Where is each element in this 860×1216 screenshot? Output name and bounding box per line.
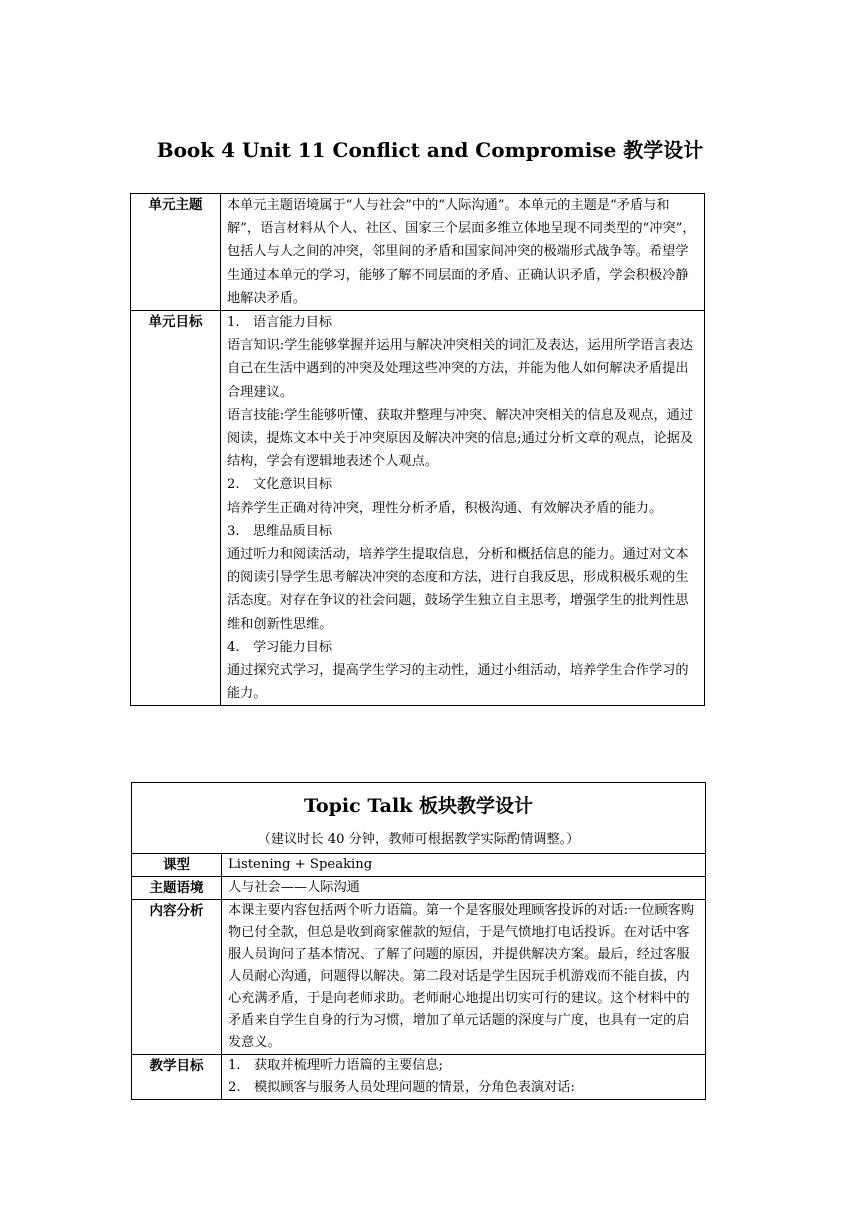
- goal-paragraph: 语言知识:学生能够掌握并运用与解决冲突相关的词汇及表达，运用所学语言表达自己在生活中遇到的冲突及处理这些冲突的方法，并能为他人如何解决矛盾提出合理建议。: [227, 338, 694, 400]
- unit-goals-cell: [221, 311, 705, 706]
- unit-overview-table: [130, 193, 705, 706]
- goal-heading: 1. 语言能力目标: [227, 315, 333, 331]
- topic-header-cell: [132, 783, 706, 854]
- table-row: [132, 783, 706, 854]
- unit-theme-text: 本单元主题语境属于“人与社会”中的“人际沟通”。本单元的主题是“矛盾与和解”，语言材料从个人、社区、国家三个层面多维立体地呈现不同类型的“冲突”，包括人与人之间的冲突，邻里间的矛盾和国家间冲突的极端形式战争等。希望学生通过本单元的学习，能够了解不同层面的矛盾、正确认识矛盾，学会积极冷静地解决矛盾。: [221, 194, 705, 311]
- document-title: Book 4 Unit 11 Conflict and Compromise 教学设计: [156, 138, 704, 162]
- goal-paragraph: 通过听力和阅读活动，培养学生提取信息，分析和概括信息的能力。通过对文本的阅读引导学生思考解决冲突的态度和方法，进行自我反思，形成积极乐观的生活态度。对存在争议的社会问题，鼓场学生独立自主思考，增强学生的批判性思维和创新性思维。: [227, 547, 689, 632]
- table-row: [132, 877, 706, 900]
- goal-paragraph: 培养学生正确对待冲突，理性分析矛盾，积极沟通、有效解决矛盾的能力。: [227, 500, 663, 516]
- table-row: [131, 194, 705, 311]
- topic-duration-note: （建议时长 40 分钟，教师可根据教学实际酌情调整。）: [257, 832, 580, 847]
- unit-goals-label: 单元目标: [131, 311, 221, 706]
- goal-heading: 4. 学习能力目标: [227, 639, 333, 655]
- goal-paragraph: 通过探究式学习，提高学生学习的主动性，通过小组活动，培养学生合作学习的能力。: [227, 663, 689, 702]
- lesson-type-label: 课型: [132, 854, 222, 877]
- unit-theme-label: 单元主题: [131, 194, 221, 311]
- objective-item: 1. 获取并梳理听力语篇的主要信息;: [228, 1058, 444, 1073]
- table-row: [131, 311, 705, 706]
- lesson-type-value: Listening + Speaking: [222, 854, 706, 877]
- goal-heading: 2. 文化意识目标: [227, 477, 333, 493]
- theme-context-label: 主题语境: [132, 877, 222, 900]
- teaching-objectives-cell: [222, 1055, 706, 1100]
- teaching-objectives-label: 教学目标: [132, 1055, 222, 1100]
- topic-talk-table: [131, 782, 706, 1100]
- content-analysis-label: 内容分析: [132, 900, 222, 1055]
- table-row: [132, 854, 706, 877]
- topic-title: Topic Talk 板块教学设计: [304, 795, 533, 817]
- theme-context-value: 人与社会——人际沟通: [222, 877, 706, 900]
- content-analysis-value: 本课主要内容包括两个听力语篇。第一个是客服处理顾客投诉的对话:一位顾客购物已付全款，但总是收到商家催款的短信，于是气愤地打电话投诉。在对话中客服人员询问了基本情况、了解了问题的原因，并提供解决方案。最后，经过客服人员耐心沟通，问题得以解决。第二段对话是学生因玩手机游戏而不能自拔，内心充满矛盾，于是向老师求助。老师耐心地提出切实可行的建议。这个材料中的矛盾来自学生自身的行为习惯，增加了单元话题的深度与广度，也具有一定的启发意义。: [222, 900, 706, 1055]
- goal-heading: 3. 思维品质目标: [227, 523, 333, 539]
- goal-paragraph: 语言技能:学生能够听懂、获取并整理与冲突、解决冲突相关的信息及观点，通过阅读，提炼文本中关于冲突原因及解决冲突的信息;通过分析文章的观点，论据及结构，学会有逻辑地表述个人观点。: [227, 407, 694, 470]
- table-row: [132, 1055, 706, 1100]
- table-row: [132, 900, 706, 1055]
- objective-item: 2. 模拟顾客与服务人员处理问题的情景，分角色表演对话:: [228, 1080, 575, 1095]
